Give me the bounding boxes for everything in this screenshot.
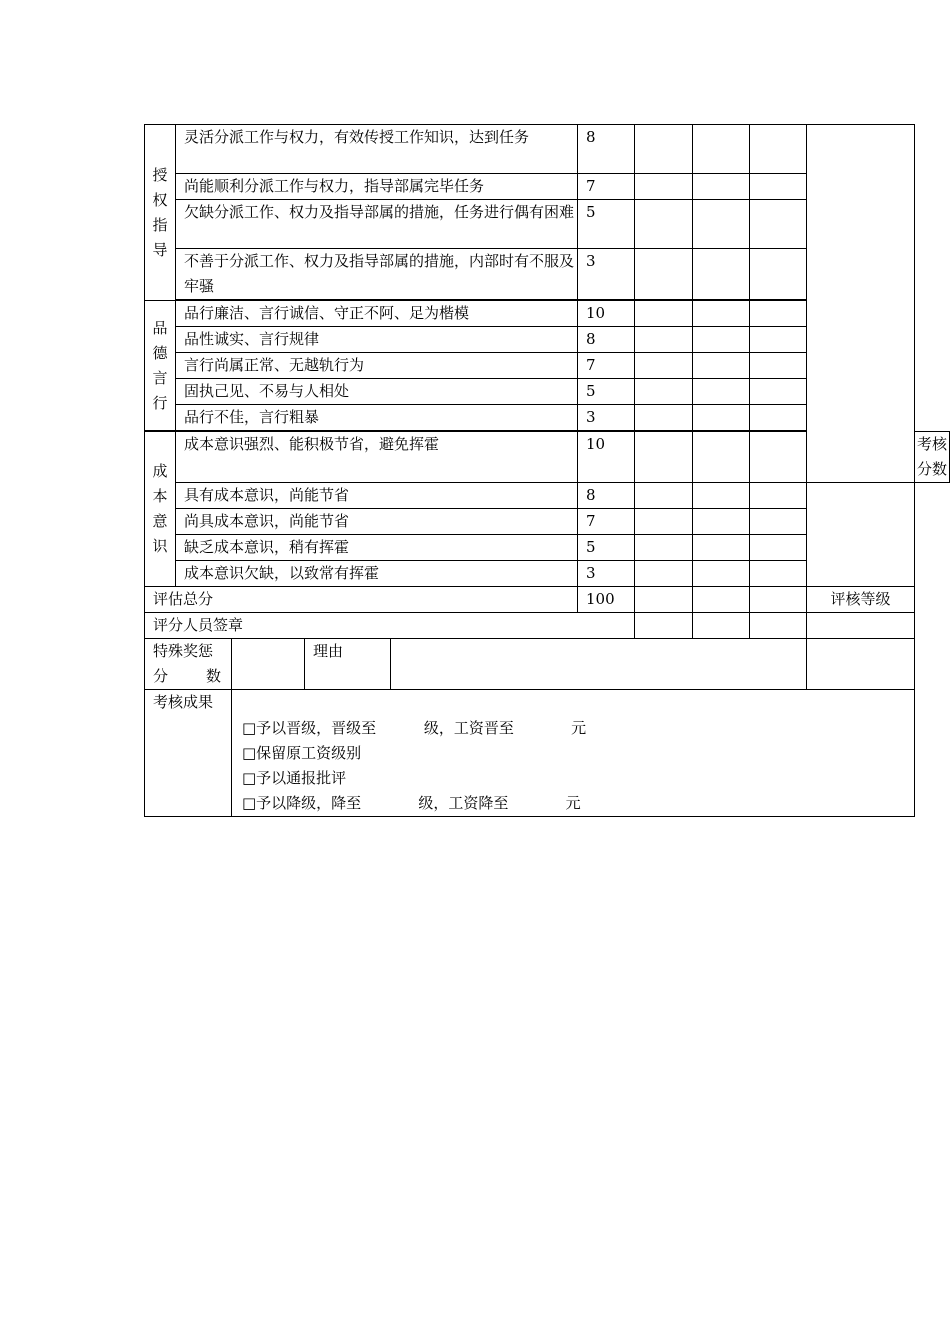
criterion-text: 具有成本意识，尚能节省 <box>176 483 578 509</box>
score-cell <box>693 379 750 405</box>
assessment-score-value <box>807 483 915 587</box>
score-cell <box>750 200 807 249</box>
outcome-options <box>232 690 915 817</box>
score-cell <box>693 200 750 249</box>
score-cell <box>635 353 693 379</box>
score-cell <box>750 353 807 379</box>
score-cell <box>750 561 807 587</box>
score-cell <box>750 587 807 613</box>
criterion-text: 灵活分派工作与权力，有效传授工作知识，达到任务 <box>176 125 578 174</box>
signature-label: 评分人员签章 <box>145 613 635 639</box>
score-cell <box>693 587 750 613</box>
score-cell <box>635 125 693 174</box>
score-cell <box>750 509 807 535</box>
total-label: 评估总分 <box>145 587 578 613</box>
signature-cell[interactable] <box>635 613 693 639</box>
criterion-score: 8 <box>578 327 635 353</box>
criterion-score: 5 <box>578 535 635 561</box>
score-cell <box>635 405 693 431</box>
criterion-text: 欠缺分派工作、权力及指导部属的措施，任务进行偶有困难 <box>176 200 578 249</box>
score-cell <box>635 174 693 200</box>
criterion-score: 3 <box>578 561 635 587</box>
criterion-score: 7 <box>578 174 635 200</box>
criterion-text: 成本意识欠缺，以致常有挥霍 <box>176 561 578 587</box>
score-cell <box>750 483 807 509</box>
score-cell <box>635 509 693 535</box>
score-cell <box>750 301 807 327</box>
reason-input[interactable] <box>391 639 807 690</box>
score-cell <box>750 174 807 200</box>
score-cell <box>693 327 750 353</box>
criterion-text: 言行尚属正常、无越轨行为 <box>176 353 578 379</box>
criterion-text: 不善于分派工作、权力及指导部属的措施，内部时有不服及牢骚 <box>176 249 578 300</box>
criterion-score: 10 <box>578 301 635 327</box>
evaluation-form <box>144 124 950 817</box>
criterion-score: 7 <box>578 509 635 535</box>
score-cell <box>750 432 807 483</box>
score-cell <box>750 249 807 300</box>
score-cell <box>750 379 807 405</box>
outcome-option-keep[interactable]: □保留原工资级别 <box>242 744 362 762</box>
score-cell <box>750 405 807 431</box>
criterion-text: 品行廉洁、言行诚信、守正不阿、足为楷模 <box>176 301 578 327</box>
criterion-text: 成本意识强烈、能积极节省，避免挥霍 <box>176 432 578 483</box>
assessment-score-label: 考核分数 <box>915 432 950 483</box>
criterion-text: 品性诚实、言行规律 <box>176 327 578 353</box>
score-cell <box>693 174 750 200</box>
outcome-label: 考核成果 <box>145 690 232 817</box>
criterion-text: 缺乏成本意识，稍有挥霍 <box>176 535 578 561</box>
score-cell <box>693 483 750 509</box>
score-cell <box>693 535 750 561</box>
reason-label: 理由 <box>305 639 391 690</box>
criterion-text: 品行不佳，言行粗暴 <box>176 405 578 431</box>
score-cell <box>635 483 693 509</box>
total-score: 100 <box>578 587 635 613</box>
score-cell <box>693 353 750 379</box>
score-cell <box>635 379 693 405</box>
special-score-input[interactable] <box>232 639 305 690</box>
signature-cell[interactable] <box>693 613 750 639</box>
outcome-option-promote[interactable]: □予以晋级，晋级至 级，工资晋至 元 <box>242 719 587 737</box>
signature-cell[interactable] <box>750 613 807 639</box>
special-label: 特殊奖惩 分 数 <box>145 639 232 690</box>
criterion-score: 8 <box>578 125 635 174</box>
score-cell <box>693 301 750 327</box>
score-cell <box>635 535 693 561</box>
grade-value <box>807 613 915 639</box>
criterion-score: 8 <box>578 483 635 509</box>
category-authorization: 授 权 指 导 <box>145 125 176 301</box>
criterion-score: 5 <box>578 379 635 405</box>
score-cell <box>693 509 750 535</box>
score-cell <box>693 125 750 174</box>
score-cell <box>635 432 693 483</box>
criterion-text: 尚能顺利分派工作与权力，指导部属完毕任务 <box>176 174 578 200</box>
score-cell <box>635 249 693 300</box>
criterion-text: 尚具成本意识，尚能节省 <box>176 509 578 535</box>
criterion-score: 3 <box>578 249 635 300</box>
score-cell <box>693 249 750 300</box>
special-right-cell <box>807 639 915 690</box>
criterion-score: 5 <box>578 200 635 249</box>
score-cell <box>750 327 807 353</box>
score-cell <box>635 587 693 613</box>
criterion-score: 7 <box>578 353 635 379</box>
category-cost-awareness: 成 本 意 识 <box>145 432 176 587</box>
outcome-option-criticize[interactable]: □予以通报批评 <box>242 769 347 787</box>
criterion-text: 固执己见、不易与人相处 <box>176 379 578 405</box>
score-cell <box>635 561 693 587</box>
outcome-option-demote[interactable]: □予以降级，降至 级，工资降至 元 <box>242 794 581 812</box>
category-conduct: 品 德 言 行 <box>145 301 176 431</box>
score-cell <box>693 432 750 483</box>
right-blank <box>807 125 915 483</box>
score-cell <box>750 125 807 174</box>
score-cell <box>635 327 693 353</box>
criterion-score: 10 <box>578 432 635 483</box>
score-cell <box>750 535 807 561</box>
score-cell <box>693 405 750 431</box>
criterion-score: 3 <box>578 405 635 431</box>
score-cell <box>635 200 693 249</box>
score-cell <box>693 561 750 587</box>
grade-label: 评核等级 <box>807 587 915 613</box>
score-cell <box>635 301 693 327</box>
